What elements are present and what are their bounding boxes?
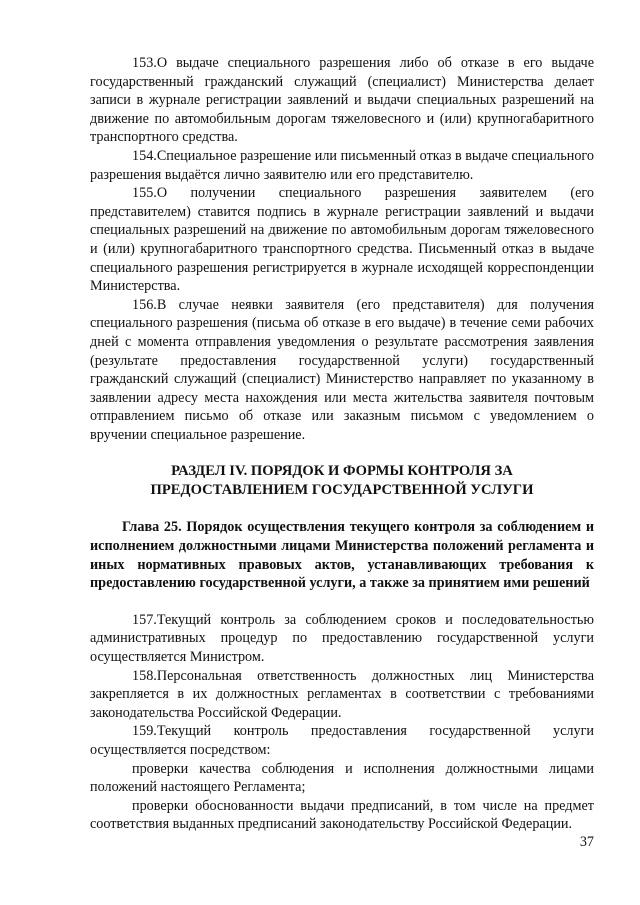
section-heading-line-2: ПРЕДОСТАВЛЕНИЕМ ГОСУДАРСТВЕННОЙ УСЛУГИ <box>150 482 534 499</box>
section-heading <box>90 462 594 500</box>
paragraph-159-item-1: проверки качества соблюдения и исполнения должностными лицами положений настоящего Регламента; <box>90 760 594 796</box>
chapter-heading: Глава 25. Порядок осуществления текущего контроля за соблюдением и исполнением должностными лицами Министерства положений регламента и иных нормативных правовых актов, устанавливающих требования к предоставлению государственной услуги, а также за принятием ими решений <box>90 519 594 592</box>
page-number: 37 <box>579 834 594 850</box>
paragraph-159-item-2: проверки обоснованности выдачи предписаний, в том числе на предмет соответствия выданных предписаний законодательству Российской Федерации. <box>90 797 594 833</box>
paragraph-154: 154.Специальное разрешение или письменный отказ в выдаче специального разрешения выдаётся лично заявителю или его представителю. <box>90 147 594 183</box>
paragraph-159: 159.Текущий контроль предоставления государственной услуги осуществляется посредством: <box>90 723 594 758</box>
paragraph-157: 157.Текущий контроль за соблюдением сроков и последовательностью административных процедур по предоставлению государственной услуги осуществляется Министром. <box>90 611 594 666</box>
paragraph-158: 158.Персональная ответственность должностных лиц Министерства закрепляется в их должностных регламентах в соответствии с требованиями законодательства Российской Федерации. <box>90 667 594 721</box>
section-heading-line-1: РАЗДЕЛ IV. ПОРЯДОК И ФОРМЫ КОНТРОЛЯ ЗА <box>171 463 513 480</box>
paragraph-153: 153.О выдаче специального разрешения либо об отказе в его выдаче государственный гражданский служащий (специалист) Министерства делает записи в журнале регистрации заявлений и выдачи специальных разрешений на движение по автомобильным дорогам тяжеловесного и (или) крупногабаритного транспортного средства. <box>90 55 594 146</box>
paragraph-156: 156.В случае неявки заявителя (его представителя) для получения специального разрешения (письма об отказе в его выдаче) в течение семи рабочих дней с момента отправления уведомления о результате рассмотрения заявления (результате предоставления государственной услуги) государственный гражданский служащий (специалист) Министерство направляет по указанному в заявлении адресу места нахождения или места жительства заявителя почтовым отправлением письмо об отказе или заказным письмом с уведомлением о вручении специальное разрешение. <box>90 296 594 443</box>
paragraph-155: 155.О получении специального разрешения заявителем (его представителем) ставится подпись в журнале регистрации заявлений и выдачи специальных разрешений на движение по автомобильным дорогам тяжеловесного и (или) крупногабаритного транспортного средства. Письменный отказ в выдаче специального разрешения регистрируется в журнале исходящей корреспонденции Министерства. <box>90 185 594 295</box>
